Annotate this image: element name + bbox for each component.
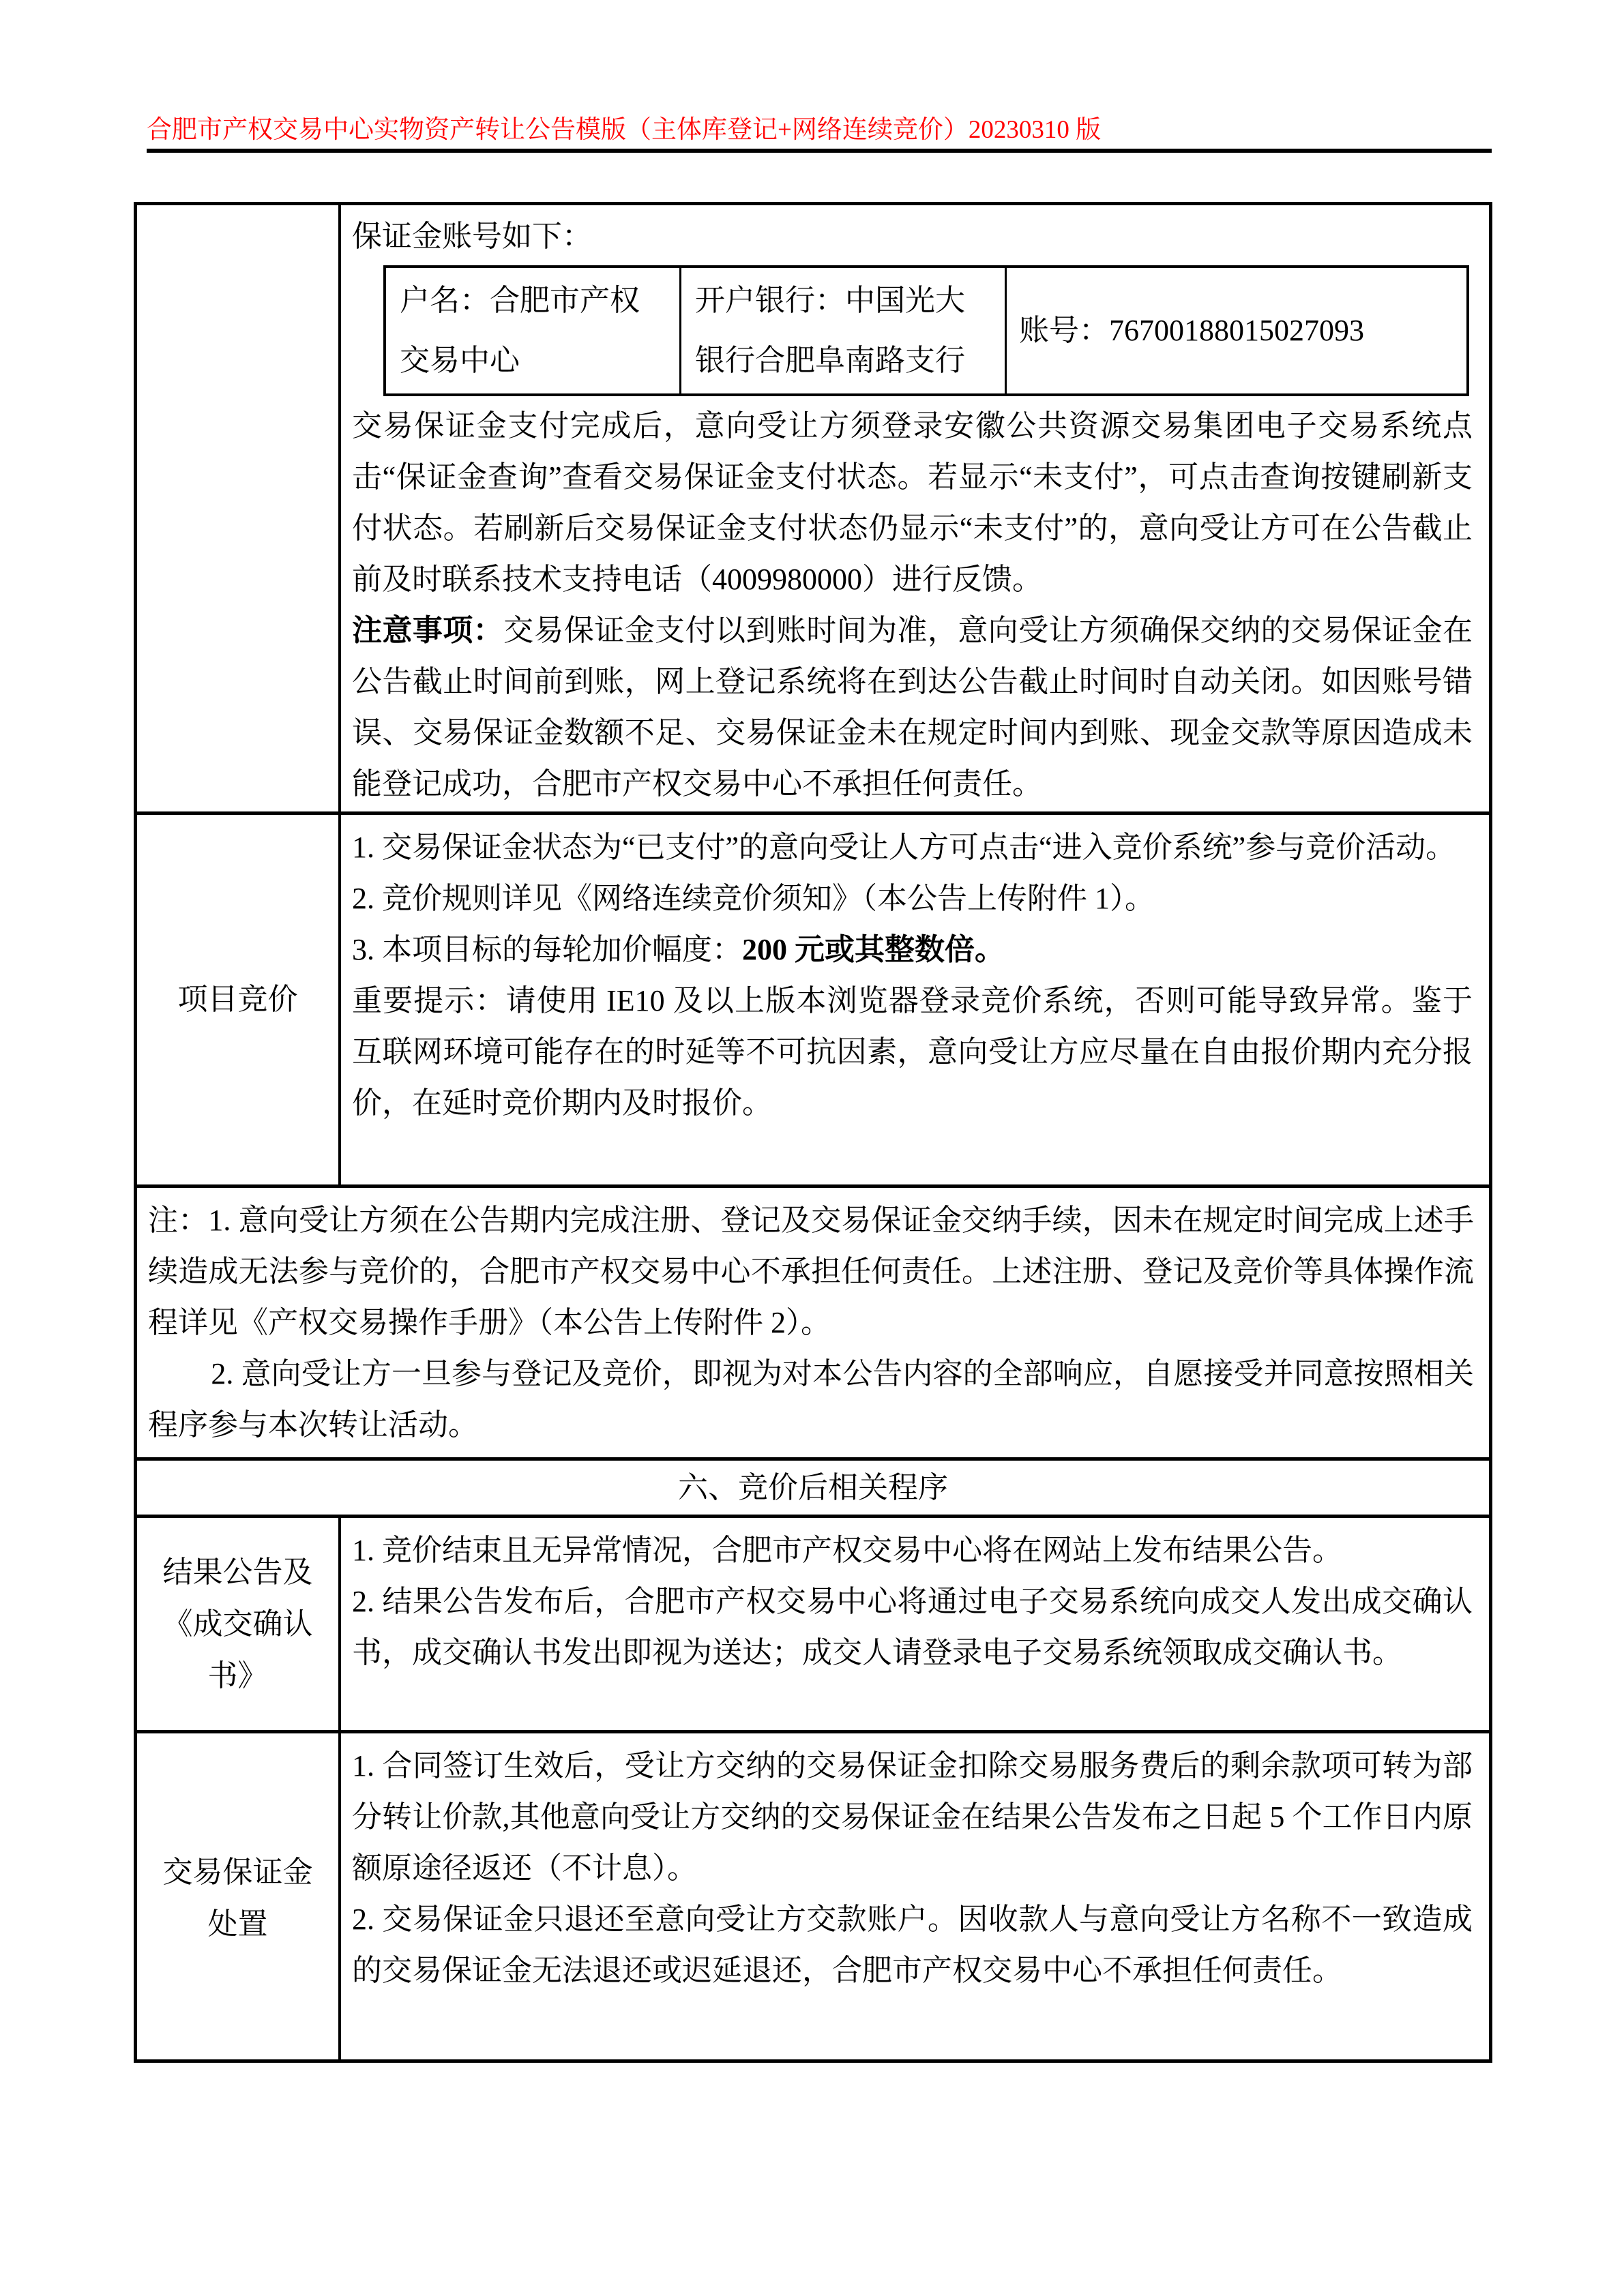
paragraph-disposal-2: 2. 交易保证金只退还至意向受让方交款账户。因收款人与意向受让方名称不一致造成的交易保证金无法退还或迟延退还，合肥市产权交易中心不承担任何责任。: [352, 1903, 1473, 1987]
account-holder-cell: [386, 268, 681, 393]
paragraph-deposit-payment: 交易保证金支付完成后，意向受让方须登录安徽公共资源交易集团电子交易系统点击“保证金查询”查看交易保证金支付状态。若显示“未支付”，可点击查询按键刷新支付状态。若刷新后交易保证金支付状态仍显示“未支付”的，意向受让方可在公告截止前及时联系技术支持电话（4009980000）进行反馈。: [352, 409, 1473, 596]
paragraph-bidding-2: 2. 竞价规则详见《网络连续竞价须知》（本公告上传附件 1）。: [352, 882, 1155, 915]
row-label-empty: [137, 205, 341, 811]
notice-text: 交易保证金支付以到账时间为准，意向受让方须确保交纳的交易保证金在公告截止时间前到账，网上登记系统将在到达公告截止时间时自动关闭。如因账号错误、交易保证金数额不足、交易保证金未在规定时间内到账、现金交款等原因造成未能登记成功，合肥市产权交易中心不承担任何责任。: [352, 614, 1473, 801]
table-row-deposit-disposal: [137, 1730, 1489, 2063]
paragraph-disposal-1: 1. 合同签订生效后，受让方交纳的交易保证金扣除交易服务费后的剩余款项可转为部分转让价款,其他意向受让方交纳的交易保证金在结果公告发布之日起 5 个工作日内原额原途径返还（不计息）。: [352, 1749, 1473, 1885]
account-bank-cell: [681, 268, 1007, 393]
table-row-result-announcement: [137, 1515, 1489, 1730]
account-number-cell: [1007, 268, 1466, 393]
paragraph-result-2: 2. 结果公告发布后，合肥市产权交易中心将通过电子交易系统向成交人发出成交确认书，成交确认书发出即视为送达；成交人请登录电子交易系统领取成交确认书。: [352, 1585, 1473, 1669]
project-bidding-content: [341, 815, 1489, 1184]
paragraph-note-1: 注：1. 意向受让方须在公告期内完成注册、登记及交易保证金交纳手续，因未在规定时间完成上述手续造成无法参与竞价的，合肥市产权交易中心不承担任何责任。上述注册、登记及竞价等具体操作流程详见《产权交易操作手册》（本公告上传附件 2）。: [148, 1204, 1474, 1339]
row-label-result-announcement: 结果公告及《成交确认书》: [137, 1518, 341, 1730]
paragraph-deposit-notice: [352, 605, 1473, 809]
note-content: [137, 1188, 1489, 1457]
paragraph-result-1: 1. 竞价结束且无异常情况，合肥市产权交易中心将在网站上发布结果公告。: [352, 1534, 1342, 1567]
notice-lead: 注意事项：: [352, 614, 504, 647]
result-announcement-content: [341, 1518, 1489, 1730]
section-header-title: 六、竞价后相关程序: [678, 1470, 948, 1504]
table-row-project-bidding: [137, 811, 1489, 1184]
row-label-deposit-disposal: 交易保证金处置: [137, 1733, 341, 2063]
account-bank-text: 开户银行：中国光大银行合肥阜南路支行: [695, 284, 965, 377]
account-holder-text: 户名：合肥市产权交易中心: [400, 284, 640, 377]
paragraph-bidding-tip: 重要提示：请使用 IE10 及以上版本浏览器登录竞价系统，否则可能导致异常。鉴于互联网环境可能存在的时延等不可抗因素，意向受让方应尽量在自由报价期内充分报价，在延时竞价期内及时报价。: [352, 984, 1473, 1120]
bidding-increment-label: 3. 本项目标的每轮加价幅度：: [352, 933, 742, 966]
paragraph-bidding-1: 1. 交易保证金状态为“已支付”的意向受让人方可点击“进入竞价系统”参与竞价活动。: [352, 831, 1456, 864]
deposit-disposal-content: [341, 1733, 1489, 2063]
deposit-account-inner-table: [383, 265, 1469, 396]
paragraph-bidding-3: [352, 924, 1473, 975]
deposit-account-content: [341, 205, 1489, 811]
table-row-section-header: [137, 1457, 1489, 1515]
doc-header-title: 合肥市产权交易中心实物资产转让公告模版（主体库登记+网络连续竞价）20230310 版: [147, 116, 1102, 144]
paragraph-note-2: 2. 意向受让方一旦参与登记及竞价，即视为对本公告内容的全部响应，自愿接受并同意按照相关程序参与本次转让活动。: [148, 1357, 1474, 1442]
deposit-account-intro: 保证金账号如下：: [352, 220, 592, 253]
announcement-table: [134, 202, 1492, 2063]
header-rule: [147, 149, 1492, 153]
row-label-project-bidding: 项目竞价: [137, 815, 341, 1184]
account-number-text: 账号：76700188015027093: [1019, 314, 1364, 347]
table-row-note: [137, 1184, 1489, 1457]
bidding-increment-value: 200 元或其整数倍。: [742, 933, 1005, 966]
table-row-deposit-account: [137, 205, 1489, 811]
